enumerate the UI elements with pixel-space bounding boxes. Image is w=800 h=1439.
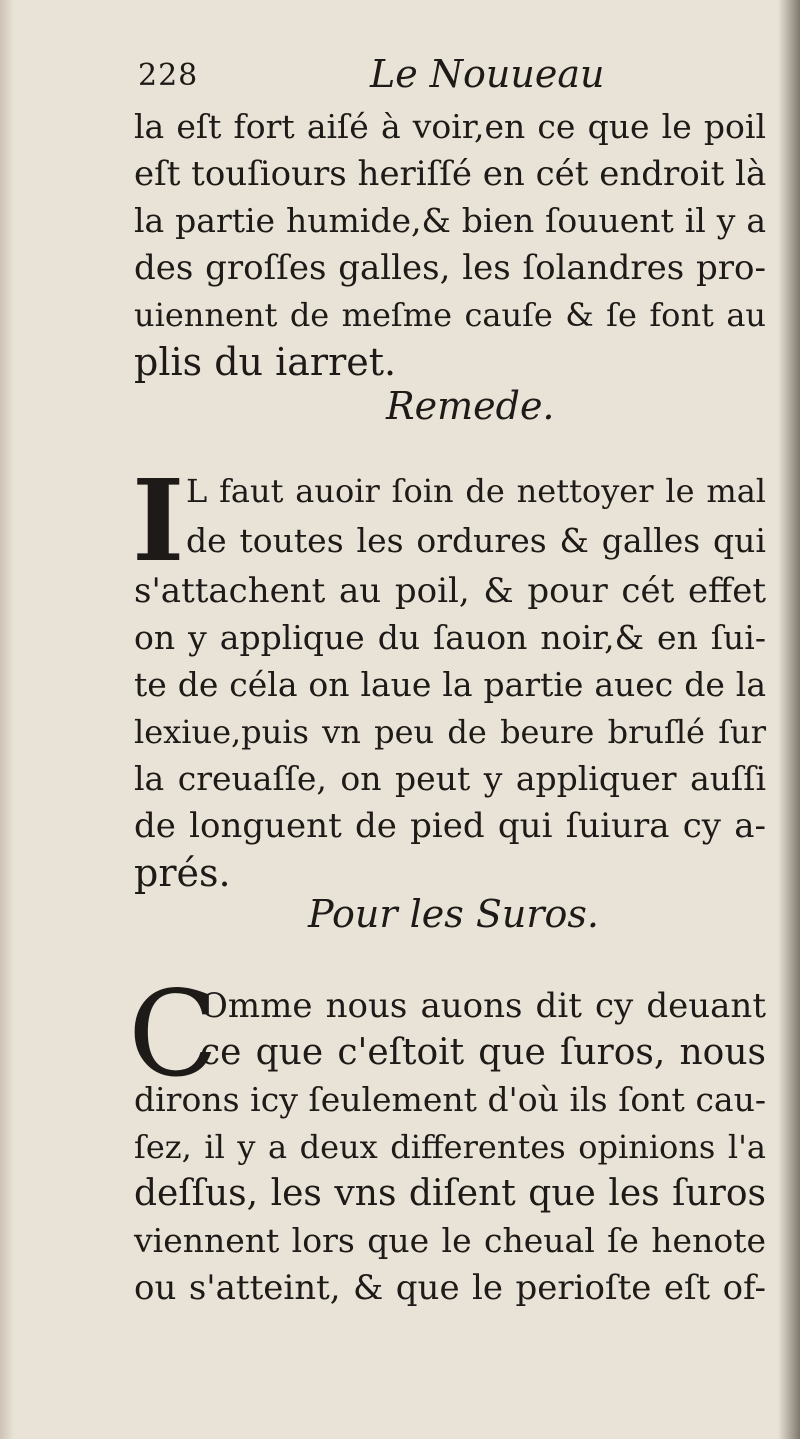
text-line: de toutes les ordures & galles qui [186, 521, 766, 560]
text-line: ſez, il y a deux differentes opinions l'a [134, 1128, 766, 1166]
text-line: ou s'atteint, & que le perioſte eſt of- [134, 1268, 766, 1308]
text-line: Omme nous auons dit cy deuant [200, 986, 766, 1026]
text-line: de longuent de pied qui ſuiura cy a- [134, 806, 766, 846]
page-header [138, 52, 658, 102]
text-line: on y applique du ſauon noir,& en ſui- [134, 618, 766, 657]
text-line: uiennent de meſme cauſe & ſe font au [134, 296, 766, 334]
drop-cap: C [128, 965, 219, 1103]
text-line: la creuaſſe, on peut y appliquer auſſi [134, 759, 766, 798]
text-line: prés. [134, 851, 231, 895]
text-line: viennent lors que le cheual ſe henote [134, 1221, 766, 1260]
text-line: la eſt fort aiſé à voir,en ce que le poil [134, 107, 766, 146]
text-line: des groſſes galles, les ſolandres pro- [134, 248, 766, 288]
text-line: ce que c'eſtoit que ſuros, nous [200, 1032, 766, 1073]
text-line: plis du iarret. [134, 340, 397, 384]
text-line: deſſus, les vns diſent que les ſuros [134, 1173, 766, 1214]
running-title: Le Nouueau [370, 52, 605, 96]
text-line: lexiue,puis vn peu de beure bruſlé ſur [134, 713, 766, 751]
section-heading-remede: Remede. [386, 384, 555, 428]
section-heading-suros: Pour les Suros. [308, 892, 599, 936]
text-line: dirons icy ſeulement d'où ils ſont cau- [134, 1080, 766, 1119]
page-number: 228 [138, 58, 199, 93]
drop-cap: I [132, 456, 185, 587]
text-line: L faut auoir ſoin de nettoyer le mal [186, 472, 766, 510]
text-line: eſt touſiours heriſſé en cét endroit là [134, 154, 767, 194]
text-line: te de céla on laue la partie auec de la [134, 665, 766, 704]
text-line: s'attachent au poil, & pour cét effet [134, 571, 766, 611]
text-line: la partie humide,& bien ſouuent il y a [134, 201, 766, 240]
